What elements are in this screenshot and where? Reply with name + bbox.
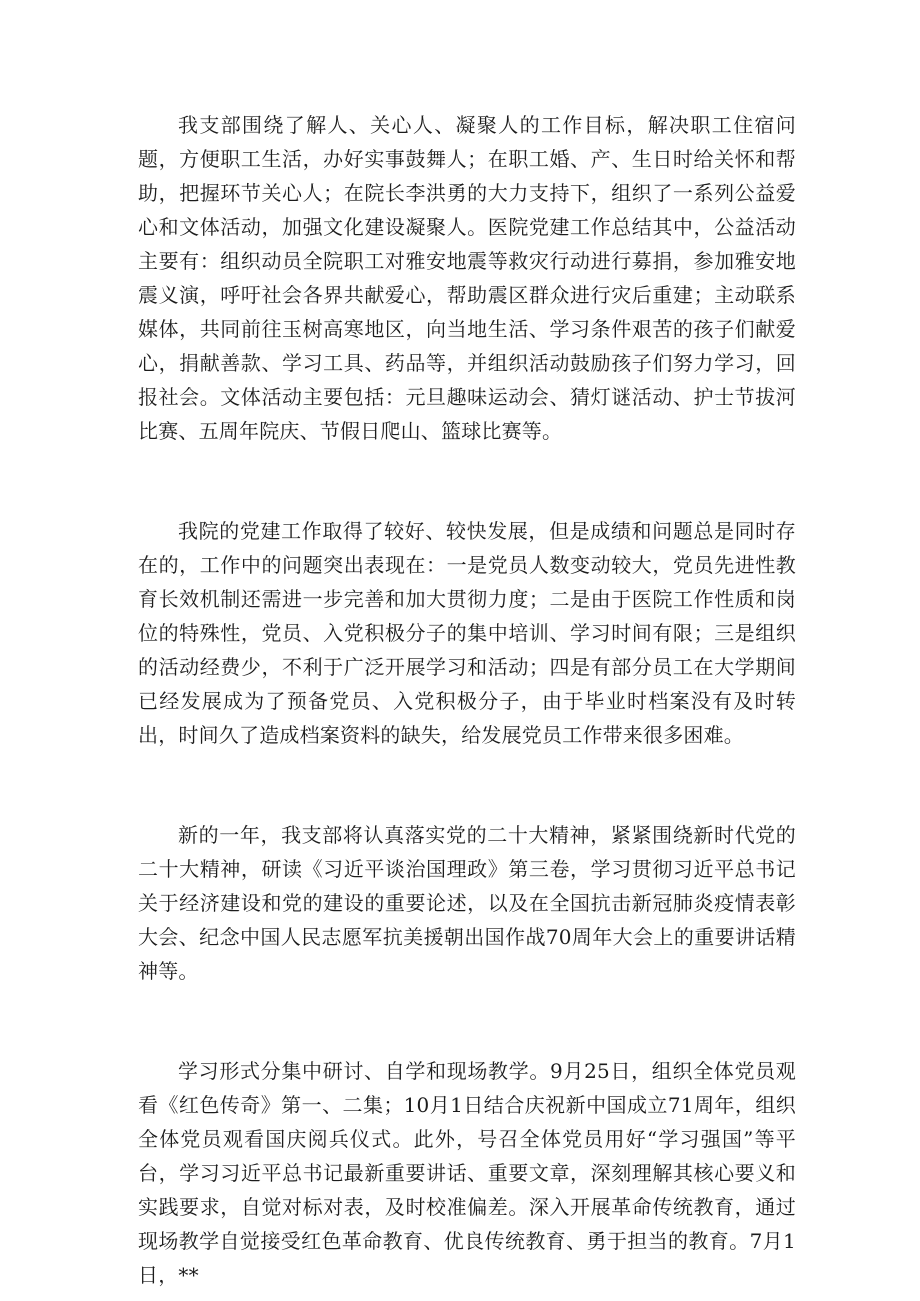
paragraph-problems: 我院的党建工作取得了较好、较快发展，但是成绩和问题总是同时存在的，工作中的问题突出表现在：一是党员人数变动较大，党员先进性教育长效机制还需进一步完善和加大贯彻力度；二是由于医院工作性质和岗位的特殊性，党员、入党积极分子的集中培训、学习时间有限；三是组织的活动经费少，不利于广泛开展学习和活动；四是有部分员工在大学期间已经发展成为了预备党员、入党积极分子，由于毕业时档案没有及时转出，时间久了造成档案资料的缺失，给发展党员工作带来很多困难。 [138, 519, 796, 747]
paragraph-community-activities: 我支部围绕了解人、关心人、凝聚人的工作目标，解决职工住宿问题，方便职工生活，办好实事鼓舞人；在职工婚、产、生日时给关怀和帮助，把握环节关心人；在院长李洪勇的大力支持下，组织了一系列公益爱心和文体活动，加强文化建设凝聚人。医院党建工作总结其中，公益活动主要有：组织动员全院职工对雅安地震等救灾行动进行募捐，参加雅安地震义演，呼吁社会各界共献爱心，帮助震区群众进行灾后重建；主动联系媒体，共同前往玉树高寒地区，向当地生活、学习条件艰苦的孩子们献爱心，捐献善款、学习工具、药品等，并组织活动鼓励孩子们努力学习，回报社会。文体活动主要包括：元旦趣味运动会、猜灯谜活动、护士节拔河比赛、五周年院庆、节假日爬山、篮球比赛等。 [138, 113, 796, 443]
paragraph-study-forms: 学习形式分集中研讨、自学和现场教学。9月25日，组织全体党员观看《红色传奇》第一、二集；10月1日结合庆祝新中国成立71周年，组织全体党员观看国庆阅兵仪式。此外，号召全体党员用好“学习强国”等平台，学习习近平总书记最新重要讲话、重要文章，深刻理解其核心要义和实践要求，自觉对标对表，及时校准偏差。深入开展革命传统教育，通过现场教学自觉接受红色革命教育、优良传统教育、勇于担当的教育。7月1日，** [138, 1059, 796, 1287]
paragraph-new-year-plan: 新的一年，我支部将认真落实党的二十大精神，紧紧围绕新时代党的二十大精神，研读《习近平谈治国理政》第三卷，学习贯彻习近平总书记关于经济建设和党的建设的重要论述，以及在全国抗击新冠肺炎疫情表彰大会、纪念中国人民志愿军抗美援朝出国作战70周年大会上的重要讲话精神等。 [138, 823, 796, 983]
